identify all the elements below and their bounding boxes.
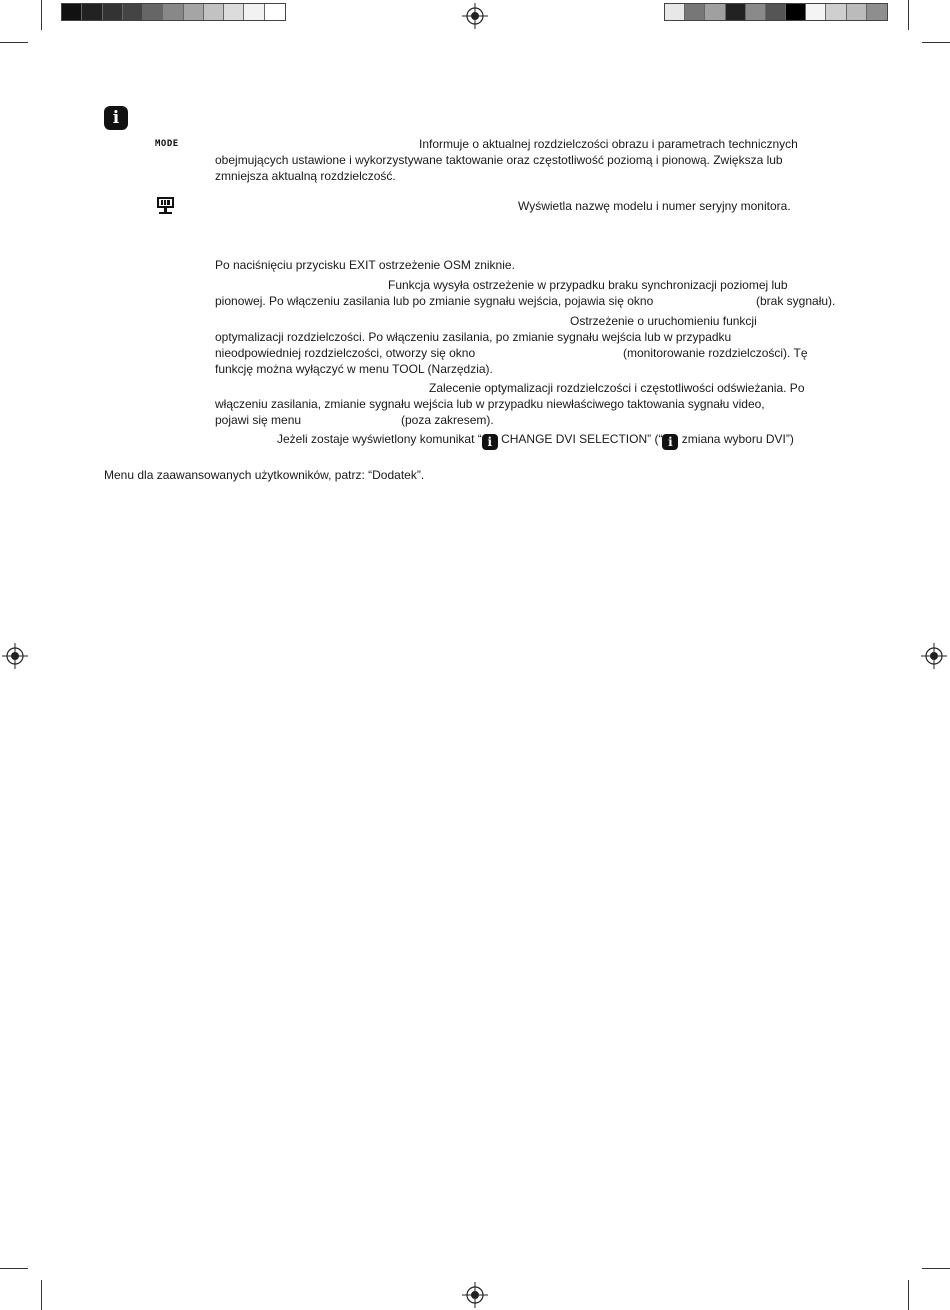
crop-mark — [0, 42, 28, 43]
no-signal-line-1: Funkcja wysyła ostrzeżenie w przypadku braku synchronizacji poziomej lub — [388, 278, 788, 292]
calibration-swatch — [123, 4, 143, 20]
calibration-swatch — [766, 4, 786, 20]
calibration-strip-right — [664, 3, 888, 21]
calibration-swatch — [705, 4, 725, 20]
calibration-swatch — [685, 4, 705, 20]
resolution-line-2: optymalizacji rozdzielczości. Po włączeniu zasilania, po zmianie sygnału wejścia lub w przypadku — [215, 330, 732, 344]
frequency-line-3b: (poza zakresem). — [401, 413, 494, 427]
exit-warning-text: Po naciśnięciu przycisku EXIT ostrzeżenie OSM zniknie. — [215, 258, 515, 272]
calibration-swatch — [847, 4, 867, 20]
monitor-info-line: Wyświetla nazwę modelu i numer seryjny monitora. — [518, 199, 791, 213]
registration-mark-right — [921, 643, 947, 669]
calibration-swatch — [62, 4, 82, 20]
calibration-swatch — [204, 4, 224, 20]
calibration-swatch — [244, 4, 264, 20]
resolution-line-4: funkcję można wyłączyć w menu TOOL (Narzędzia). — [215, 362, 493, 376]
info-icon: i — [482, 434, 498, 450]
frequency-line-2: włączeniu zasilania, zmianie sygnału wejścia lub w przypadku niewłaściwego taktowania sygnału video, — [215, 397, 765, 411]
calibration-swatch — [143, 4, 163, 20]
calibration-swatch — [806, 4, 826, 20]
info-icon: i — [662, 434, 678, 450]
calibration-swatch — [184, 4, 204, 20]
crop-mark — [908, 1280, 909, 1310]
calibration-swatch — [867, 4, 887, 20]
display-mode-line-2: obejmujących ustawione i wykorzystywane taktowanie oraz częstotliwość poziomą i pionową. Zwiększa lub — [215, 153, 783, 167]
crop-mark — [0, 1268, 28, 1269]
monitor-icon — [156, 196, 176, 216]
crop-mark — [908, 0, 909, 30]
calibration-swatch — [665, 4, 685, 20]
calibration-swatch — [786, 4, 806, 20]
no-signal-line-2b: (brak sygnału). — [756, 294, 836, 308]
crop-mark — [922, 42, 950, 43]
calibration-swatch — [103, 4, 123, 20]
calibration-swatch — [265, 4, 285, 20]
dvi-selection-line — [277, 431, 794, 450]
crop-mark — [922, 1268, 950, 1269]
resolution-line-1: Ostrzeżenie o uruchomieniu funkcji — [570, 314, 757, 328]
registration-mark-top — [462, 3, 488, 29]
advanced-menu-text: Menu dla zaawansowanych użytkowników, patrz: “Dodatek”. — [104, 468, 425, 482]
calibration-strip-left — [61, 3, 286, 21]
registration-mark-bottom — [462, 1282, 488, 1308]
frequency-line-1: Zalecenie optymalizacji rozdzielczości i częstotliwości odświeżania. Po — [429, 381, 805, 395]
calibration-swatch — [826, 4, 846, 20]
mode-icon: MODE — [155, 139, 179, 149]
dvi-text-b: CHANGE DVI SELECTION” (“ — [501, 432, 663, 446]
frequency-line-3a: pojawi się menu — [215, 413, 302, 427]
crop-mark — [41, 1280, 42, 1310]
calibration-swatch — [726, 4, 746, 20]
calibration-swatch — [224, 4, 244, 20]
no-signal-line-2a: pionowej. Po włączeniu zasilania lub po zmianie sygnału wejścia, pojawia się okno — [215, 294, 654, 308]
dvi-text-c: zmiana wyboru DVI”) — [681, 432, 794, 446]
calibration-swatch — [746, 4, 766, 20]
calibration-swatch — [82, 4, 102, 20]
crop-mark — [41, 0, 42, 30]
resolution-line-3a: nieodpowiedniej rozdzielczości, otworzy się okno — [215, 346, 476, 360]
dvi-text-a: Jeżeli zostaje wyświetlony komunikat “ — [277, 432, 482, 446]
resolution-line-3b: (monitorowanie rozdzielczości). Tę — [623, 346, 808, 360]
registration-mark-left — [2, 643, 28, 669]
display-mode-line-1: Informuje o aktualnej rozdzielczości obrazu i parametrach technicznych — [419, 137, 798, 151]
display-mode-line-3: zmniejsza aktualną rozdzielczość. — [215, 169, 396, 183]
info-icon: i — [104, 106, 128, 130]
calibration-swatch — [163, 4, 183, 20]
